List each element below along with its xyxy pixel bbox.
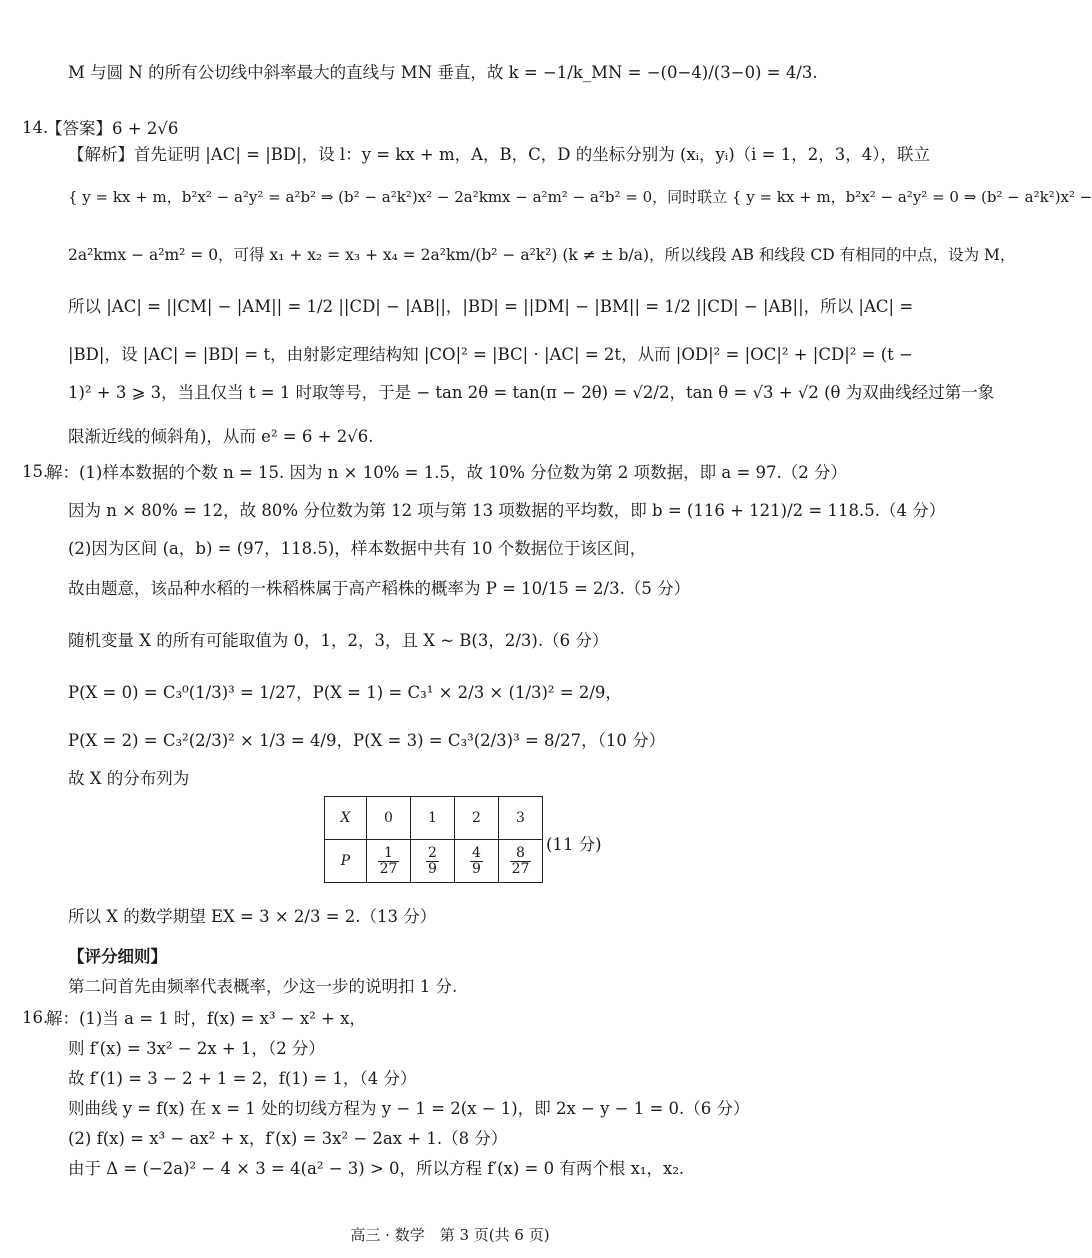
text-line: 故 f′(1) = 3 − 2 + 1 = 2，f(1) = 1，（4 分）: [68, 1069, 417, 1088]
table-cell: 1: [411, 797, 455, 840]
numerator: 4: [472, 844, 481, 861]
denominator: 9: [428, 860, 437, 877]
fraction: [510, 846, 532, 877]
table-cell: [411, 840, 455, 883]
text-line: P(X = 2) = C₃²(2/3)² × 1/3 = 4/9，P(X = 3) = C₃³(2/3)³ = 8/27，（10 分）: [68, 731, 666, 750]
text-line: 由于 Δ = (−2a)² − 4 × 3 = 4(a² − 3) > 0，所以方程 f′(x) = 0 有两个根 x₁，x₂.: [68, 1159, 685, 1178]
denominator: 9: [472, 860, 481, 877]
table-cell: X: [325, 797, 367, 840]
text-line: 故 X 的分布列为: [68, 769, 190, 788]
text-line: 则曲线 y = f(x) 在 x = 1 处的切线方程为 y − 1 = 2(x − 1)，即 2x − y − 1 = 0.（6 分）: [68, 1099, 750, 1118]
denominator: 27: [379, 860, 398, 877]
text-line: 【解析】首先证明 |AC| = |BD|，设 l：y = kx + m，A，B，C，D 的坐标分别为 (xᵢ，yᵢ)（i = 1，2，3，4），联立: [68, 145, 930, 164]
question-number-15: 15.: [22, 462, 49, 481]
distribution-table: [324, 796, 543, 883]
text-line: 限渐近线的倾斜角)，从而 e² = 6 + 2√6.: [68, 427, 374, 446]
fraction: [426, 846, 439, 877]
text-line: { y = kx + m，b²x² − a²y² = a²b² ⇒ (b² − a²k²)x² − 2a²kmx − a²m² − a²b² = 0，同时联立 { y = kx + m，b²x² − a²y² = 0 ⇒ (b² − a²k²)x² −: [68, 188, 1092, 206]
text-line: 1)² + 3 ⩾ 3，当且仅当 t = 1 时取等号，于是 − tan 2θ = tan(π − 2θ) = √2/2，tan θ = √3 + √2 (θ 为双曲线经过第一象: [68, 383, 995, 402]
text-line: (2)因为区间 (a，b) = (97，118.5)，样本数据中共有 10 个数据位于该区间，: [68, 539, 647, 558]
text-line: M 与圆 N 的所有公切线中斜率最大的直线与 MN 垂直，故 k = −1/k_MN = −(0−4)/(3−0) = 4/3.: [68, 63, 818, 82]
text-line: P(X = 0) = C₃⁰(1/3)³ = 1/27，P(X = 1) = C₃¹ × 2/3 × (1/3)² = 2/9，: [68, 683, 622, 702]
text-line: 第二问首先由频率代表概率，少这一步的说明扣 1 分.: [68, 977, 458, 996]
table-cell: [499, 840, 543, 883]
numerator: 1: [378, 846, 400, 862]
table-row: [325, 797, 543, 840]
question-number-16: 16.: [22, 1008, 49, 1027]
table-cell: 0: [367, 797, 411, 840]
table-cell: [367, 840, 411, 883]
text-line: 解：(1)样本数据的个数 n = 15. 因为 n × 10% = 1.5，故 10% 分位数为第 2 项数据，即 a = 97.（2 分）: [46, 463, 847, 482]
table-cell: 2: [455, 797, 499, 840]
table-cell: [455, 840, 499, 883]
fraction: [378, 846, 400, 877]
text-line: 则 f′(x) = 3x² − 2x + 1，（2 分）: [68, 1039, 325, 1058]
table-row: [325, 840, 543, 883]
section-heading: 【评分细则】: [68, 947, 167, 966]
numerator: 2: [428, 844, 437, 861]
text-line: 所以 |AC| = ||CM| − |AM|| = 1/2 ||CD| − |AB||，|BD| = ||DM| − |BM|| = 1/2 ||CD| − |AB||，所以 |AC| =: [68, 297, 914, 316]
text-line: 随机变量 X 的所有可能取值为 0，1，2，3，且 X ~ B(3，2/3).（6 分）: [68, 631, 609, 650]
denominator: 27: [511, 860, 530, 877]
table-score: (11 分): [546, 835, 602, 854]
table-cell: P: [325, 840, 367, 883]
question-number-14: 14.: [22, 118, 49, 137]
text-line: 因为 n × 80% = 12，故 80% 分位数为第 12 项与第 13 项数据的平均数，即 b = (116 + 121)/2 = 118.5.（4 分）: [68, 501, 946, 520]
fraction: [470, 846, 483, 877]
text-line: 所以 X 的数学期望 EX = 3 × 2/3 = 2.（13 分）: [68, 907, 437, 926]
page-footer: 高三 · 数学 第 3 页(共 6 页): [350, 1226, 550, 1244]
text-line: |BD|，设 |AC| = |BD| = t，由射影定理结构知 |CO|² = |BC| · |AC| = 2t，从而 |OD|² = |OC|² + |CD|² = (t −: [68, 345, 913, 364]
text-line: 2a²kmx − a²m² = 0，可得 x₁ + x₂ = x₃ + x₄ = 2a²km/(b² − a²k²) (k ≠ ± b/a)，所以线段 AB 和线段 CD 有相同的中点，设为 M，: [68, 246, 1016, 264]
numerator: 8: [510, 846, 532, 862]
text-line: 故由题意，该品种水稻的一株稻株属于高产稻株的概率为 P = 10/15 = 2/3.（5 分）: [68, 579, 691, 598]
answer-line: 【答案】6 + 2√6: [46, 119, 179, 138]
text-line: (2) f(x) = x³ − ax² + x，f′(x) = 3x² − 2ax + 1.（8 分）: [68, 1129, 508, 1148]
text-line: 解：(1)当 a = 1 时，f(x) = x³ − x² + x，: [46, 1009, 366, 1028]
table-cell: 3: [499, 797, 543, 840]
